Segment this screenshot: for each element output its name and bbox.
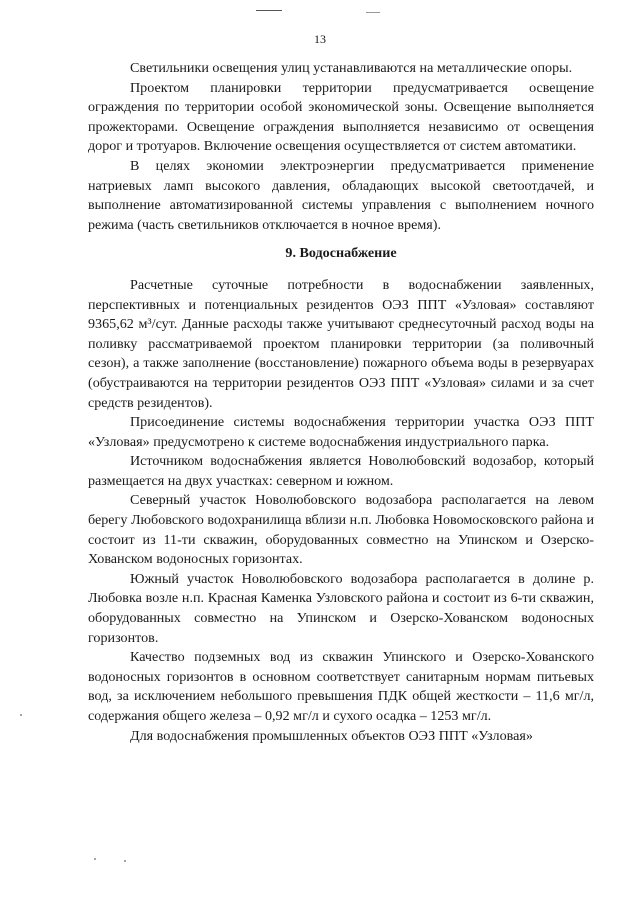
scan-artifact [366, 12, 380, 13]
page-body [88, 59, 594, 746]
paragraph: Для водоснабжения промышленных объектов ОЭЗ ППТ «Узловая» [130, 727, 533, 744]
paragraph: Южный участок Новолюбовского водозабора располагается в долине р. Любовка возле н.п. Красная Каменка Узловского района и состоит из 6-ти скважин, оборудованных совместно на Упинском и Озерско-Хованском водоносных горизонтов. [88, 570, 594, 646]
page-number: 13 [314, 32, 326, 46]
paragraph: Источником водоснабжения является Новолюбовский водозабор, который размещается на двух участках: северном и южном. [88, 453, 594, 489]
scan-speck [94, 858, 96, 860]
paragraph: Проектом планировки территории предусматривается освещение ограждения по территории особой экономической зоны. Освещение выполняется прожекторами. Освещение ограждения выполняется независимо от освещения дорог и тротуаров. Включение освещения осуществляется от систем автоматики. [88, 79, 594, 155]
paragraph: Северный участок Новолюбовского водозабора располагается на левом берегу Любовского водохранилища вблизи н.п. Любовка Новомосковского района и состоит из 11-ти скважин, оборудованных совместно на Упинском и Озерско-Хованском водоносных горизонтах. [88, 492, 594, 568]
paragraph: В целях экономии электроэнергии предусматривается применение натриевых ламп высокого давления, обладающих высокой светоотдачей, и выполнение автоматизированной системы управления с выполнением ночного режима (часть светильников отключается в ночное время). [88, 157, 594, 233]
scan-speck [124, 860, 126, 862]
paragraph: Расчетные суточные потребности в водоснабжении заявленных, перспективных и потенциальных резидентов ОЭЗ ППТ «Узловая» составляют 9365,62 м³/сут. Данные расходы также учитывают среднесуточный расход воды на поливку рассматриваемой проектом планировки территории (за поливочный сезон), а также заполнение (восстановление) пожарного объема воды в резервуарах (обустраиваются на территории резидентов ОЭЗ ППТ «Узловая» силами и за счет средств резидентов). [88, 276, 594, 411]
scan-speck [20, 714, 22, 716]
paragraph: Качество подземных вод из скважин Упинского и Озерско-Хованского водоносных горизонтов в основном соответствует санитарным нормам питьевых вод, за исключением небольшого превышения ПДК общей жесткости – 11,6 мг/л, содержания общего железа – 0,92 мг/л и сухого осадка – 1253 мг/л. [88, 649, 594, 724]
paragraph: Светильники освещения улиц устанавливаются на металлические опоры. [130, 60, 573, 76]
scan-artifact [256, 10, 282, 11]
section-heading: 9. Водоснабжение [285, 245, 397, 262]
paragraph: Присоединение системы водоснабжения территории участка ОЭЗ ППТ «Узловая» предусмотрено к системе водоснабжения индустриального парка. [88, 414, 594, 450]
